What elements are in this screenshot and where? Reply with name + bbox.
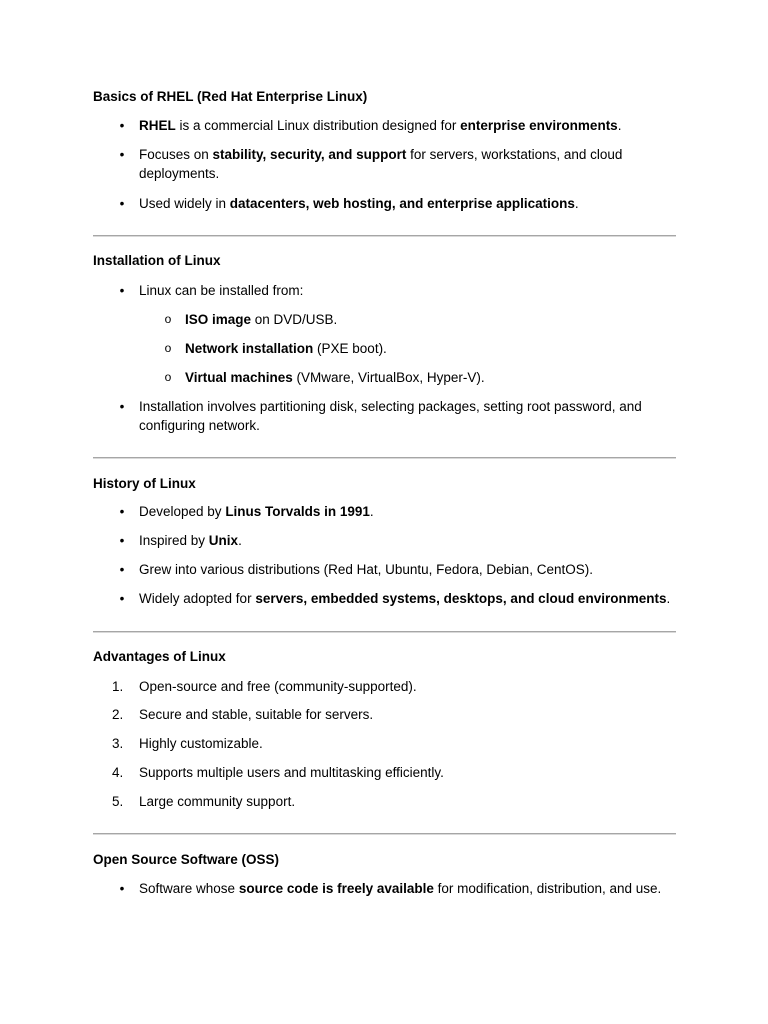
list-item: • Focuses on stability, security, and support for servers, workstations, and cloud deployments. — [139, 145, 679, 183]
horizontal-divider — [93, 833, 676, 835]
list-item: • Inspired by Unix. — [139, 531, 679, 550]
list-item: • Installation involves partitioning disk, selecting packages, setting root password, and configuring network. — [139, 397, 679, 435]
bullet-icon: • — [119, 562, 125, 577]
bullet-icon: • — [119, 147, 125, 162]
list-item: • Linux can be installed from: — [139, 281, 679, 300]
circle-bullet-icon: o — [164, 341, 172, 355]
horizontal-divider — [93, 235, 676, 237]
list-item: • RHEL is a commercial Linux distribution designed for enterprise environments. — [139, 116, 679, 135]
horizontal-divider — [93, 457, 676, 459]
sub-list-item: o ISO image on DVD/USB. — [185, 310, 679, 329]
circle-bullet-icon: o — [164, 370, 172, 384]
bullet-icon: • — [119, 881, 125, 896]
bullet-icon: • — [119, 504, 125, 519]
list-item: • Software whose source code is freely available for modification, distribution, and use. — [139, 879, 679, 898]
numbered-list-item: 3. Highly customizable. — [112, 736, 263, 751]
list-item: • Grew into various distributions (Red Hat, Ubuntu, Fedora, Debian, CentOS). — [139, 560, 679, 579]
section-heading-installation: Installation of Linux — [93, 253, 221, 268]
horizontal-divider — [93, 631, 676, 633]
circle-bullet-icon: o — [164, 312, 172, 326]
bullet-icon: • — [119, 591, 125, 606]
list-item: • Widely adopted for servers, embedded systems, desktops, and cloud environments. — [139, 589, 679, 608]
list-item: • Developed by Linus Torvalds in 1991. — [139, 502, 679, 521]
bullet-icon: • — [119, 399, 125, 414]
numbered-list-item: 1. Open-source and free (community-supported). — [112, 679, 417, 694]
section-heading-advantages: Advantages of Linux — [93, 649, 226, 664]
section-heading-oss: Open Source Software (OSS) — [93, 852, 280, 867]
numbered-list-item: 2. Secure and stable, suitable for servers. — [112, 707, 374, 722]
section-heading-history: History of Linux — [93, 476, 196, 491]
numbered-list-item: 5. Large community support. — [112, 794, 296, 809]
bullet-icon: • — [119, 118, 125, 133]
sub-list-item: o Network installation (PXE boot). — [185, 339, 679, 358]
numbered-list-item: 4. Supports multiple users and multitasking efficiently. — [112, 765, 444, 780]
list-item: • Used widely in datacenters, web hosting, and enterprise applications. — [139, 194, 679, 213]
section-heading-rhel: Basics of RHEL (Red Hat Enterprise Linux) — [93, 89, 368, 104]
bullet-icon: • — [119, 533, 125, 548]
bullet-icon: • — [119, 283, 125, 298]
sub-list-item: o Virtual machines (VMware, VirtualBox, Hyper-V). — [185, 368, 679, 387]
bullet-icon: • — [119, 196, 125, 211]
